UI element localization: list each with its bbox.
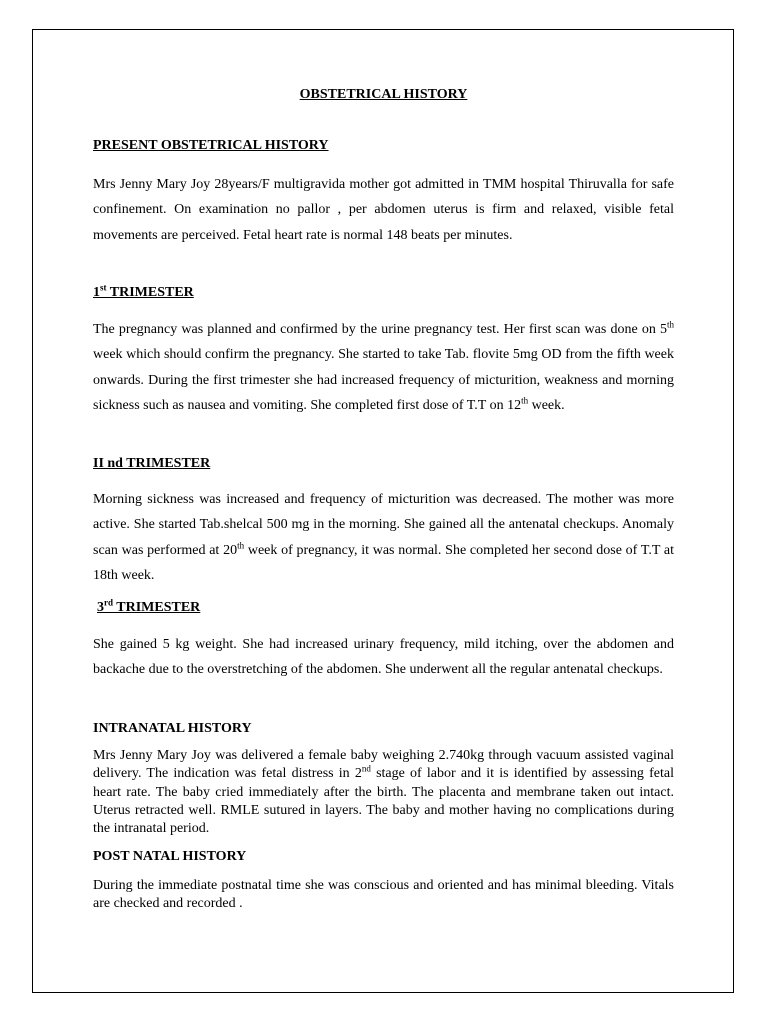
second-trimester-text [93, 487, 674, 588]
postnatal-text: During the immediate postnatal time she was conscious and oriented and has minimal bleeding. Vitals are checked and recorded . [93, 878, 674, 912]
superscript: th [521, 395, 529, 406]
intranatal-heading: INTRANATAL HISTORY [93, 721, 252, 736]
first-trimester-text-part: week which should confirm the pregnancy. She started to take Tab. flovite 5mg OD from the fifth week onwards. During the first trimester she had increased frequency of micturition, weakness and morning sickness such as nausea and vomiting. She completed first dose of T.T on 12 [93, 347, 674, 413]
third-trimester-label: TRIMESTER [113, 600, 201, 615]
first-trimester-text-part: The pregnancy was planned and confirmed by the urine pregnancy test. Her first scan was done on 5 [93, 322, 667, 337]
third-trimester-number: 3 [97, 600, 104, 615]
first-trimester-number: 1 [93, 285, 100, 300]
present-history-text: Mrs Jenny Mary Joy 28years/F multigravida mother got admitted in TMM hospital Thiruvalla for safe confinement. On examination no pallor , per abdomen uterus is firm and relaxed, visible fetal movements are perceived. Fetal heart rate is normal 148 beats per minutes. [93, 177, 674, 243]
first-trimester-suffix: st [100, 282, 107, 293]
postnatal-heading: POST NATAL HISTORY [93, 849, 247, 864]
second-trimester-text-part: week of pregnancy, it was normal. She completed her second dose of T.T at 18th week. [93, 542, 674, 583]
present-history-heading: PRESENT OBSTETRICAL HISTORY [93, 138, 329, 153]
third-trimester-heading [97, 597, 201, 616]
intranatal-text-part: stage of labor and it is identified by assessing fetal heart rate. The baby cried immediately after the birth. The placenta and membrane taken out intact. Uterus retracted well. RMLE sutured in layers. The baby and mother having no complications during the intranatal period. [93, 766, 674, 837]
superscript: th [666, 319, 674, 330]
intranatal-text-part: Mrs Jenny Mary Joy was delivered a female baby weighing 2.740kg through vacuum assisted vaginal delivery. The indication was fetal distress in 2 [93, 748, 674, 782]
intranatal-text [93, 747, 674, 838]
document-title: OBSTETRICAL HISTORY [299, 87, 468, 102]
first-trimester-heading [93, 282, 194, 301]
first-trimester-text-part: week. [528, 397, 565, 413]
superscript: nd [361, 763, 371, 774]
first-trimester-text [93, 317, 674, 418]
second-trimester-heading: II nd TRIMESTER [93, 456, 211, 471]
superscript: th [237, 539, 245, 550]
third-trimester-text: She gained 5 kg weight. She had increased urinary frequency, mild itching, over the abdomen and backache due to the overstretching of the abdomen. She underwent all the regular antenatal checkups. [93, 637, 674, 678]
third-trimester-suffix: rd [104, 597, 113, 608]
second-trimester-text-part: Morning sickness was increased and frequency of micturition was decreased. The mother was more active. She started Tab.shelcal 500 mg in the morning. She gained all the antenatal checkups. Anomaly scan was performed at 20 [93, 492, 674, 558]
first-trimester-label: TRIMESTER [106, 285, 194, 300]
